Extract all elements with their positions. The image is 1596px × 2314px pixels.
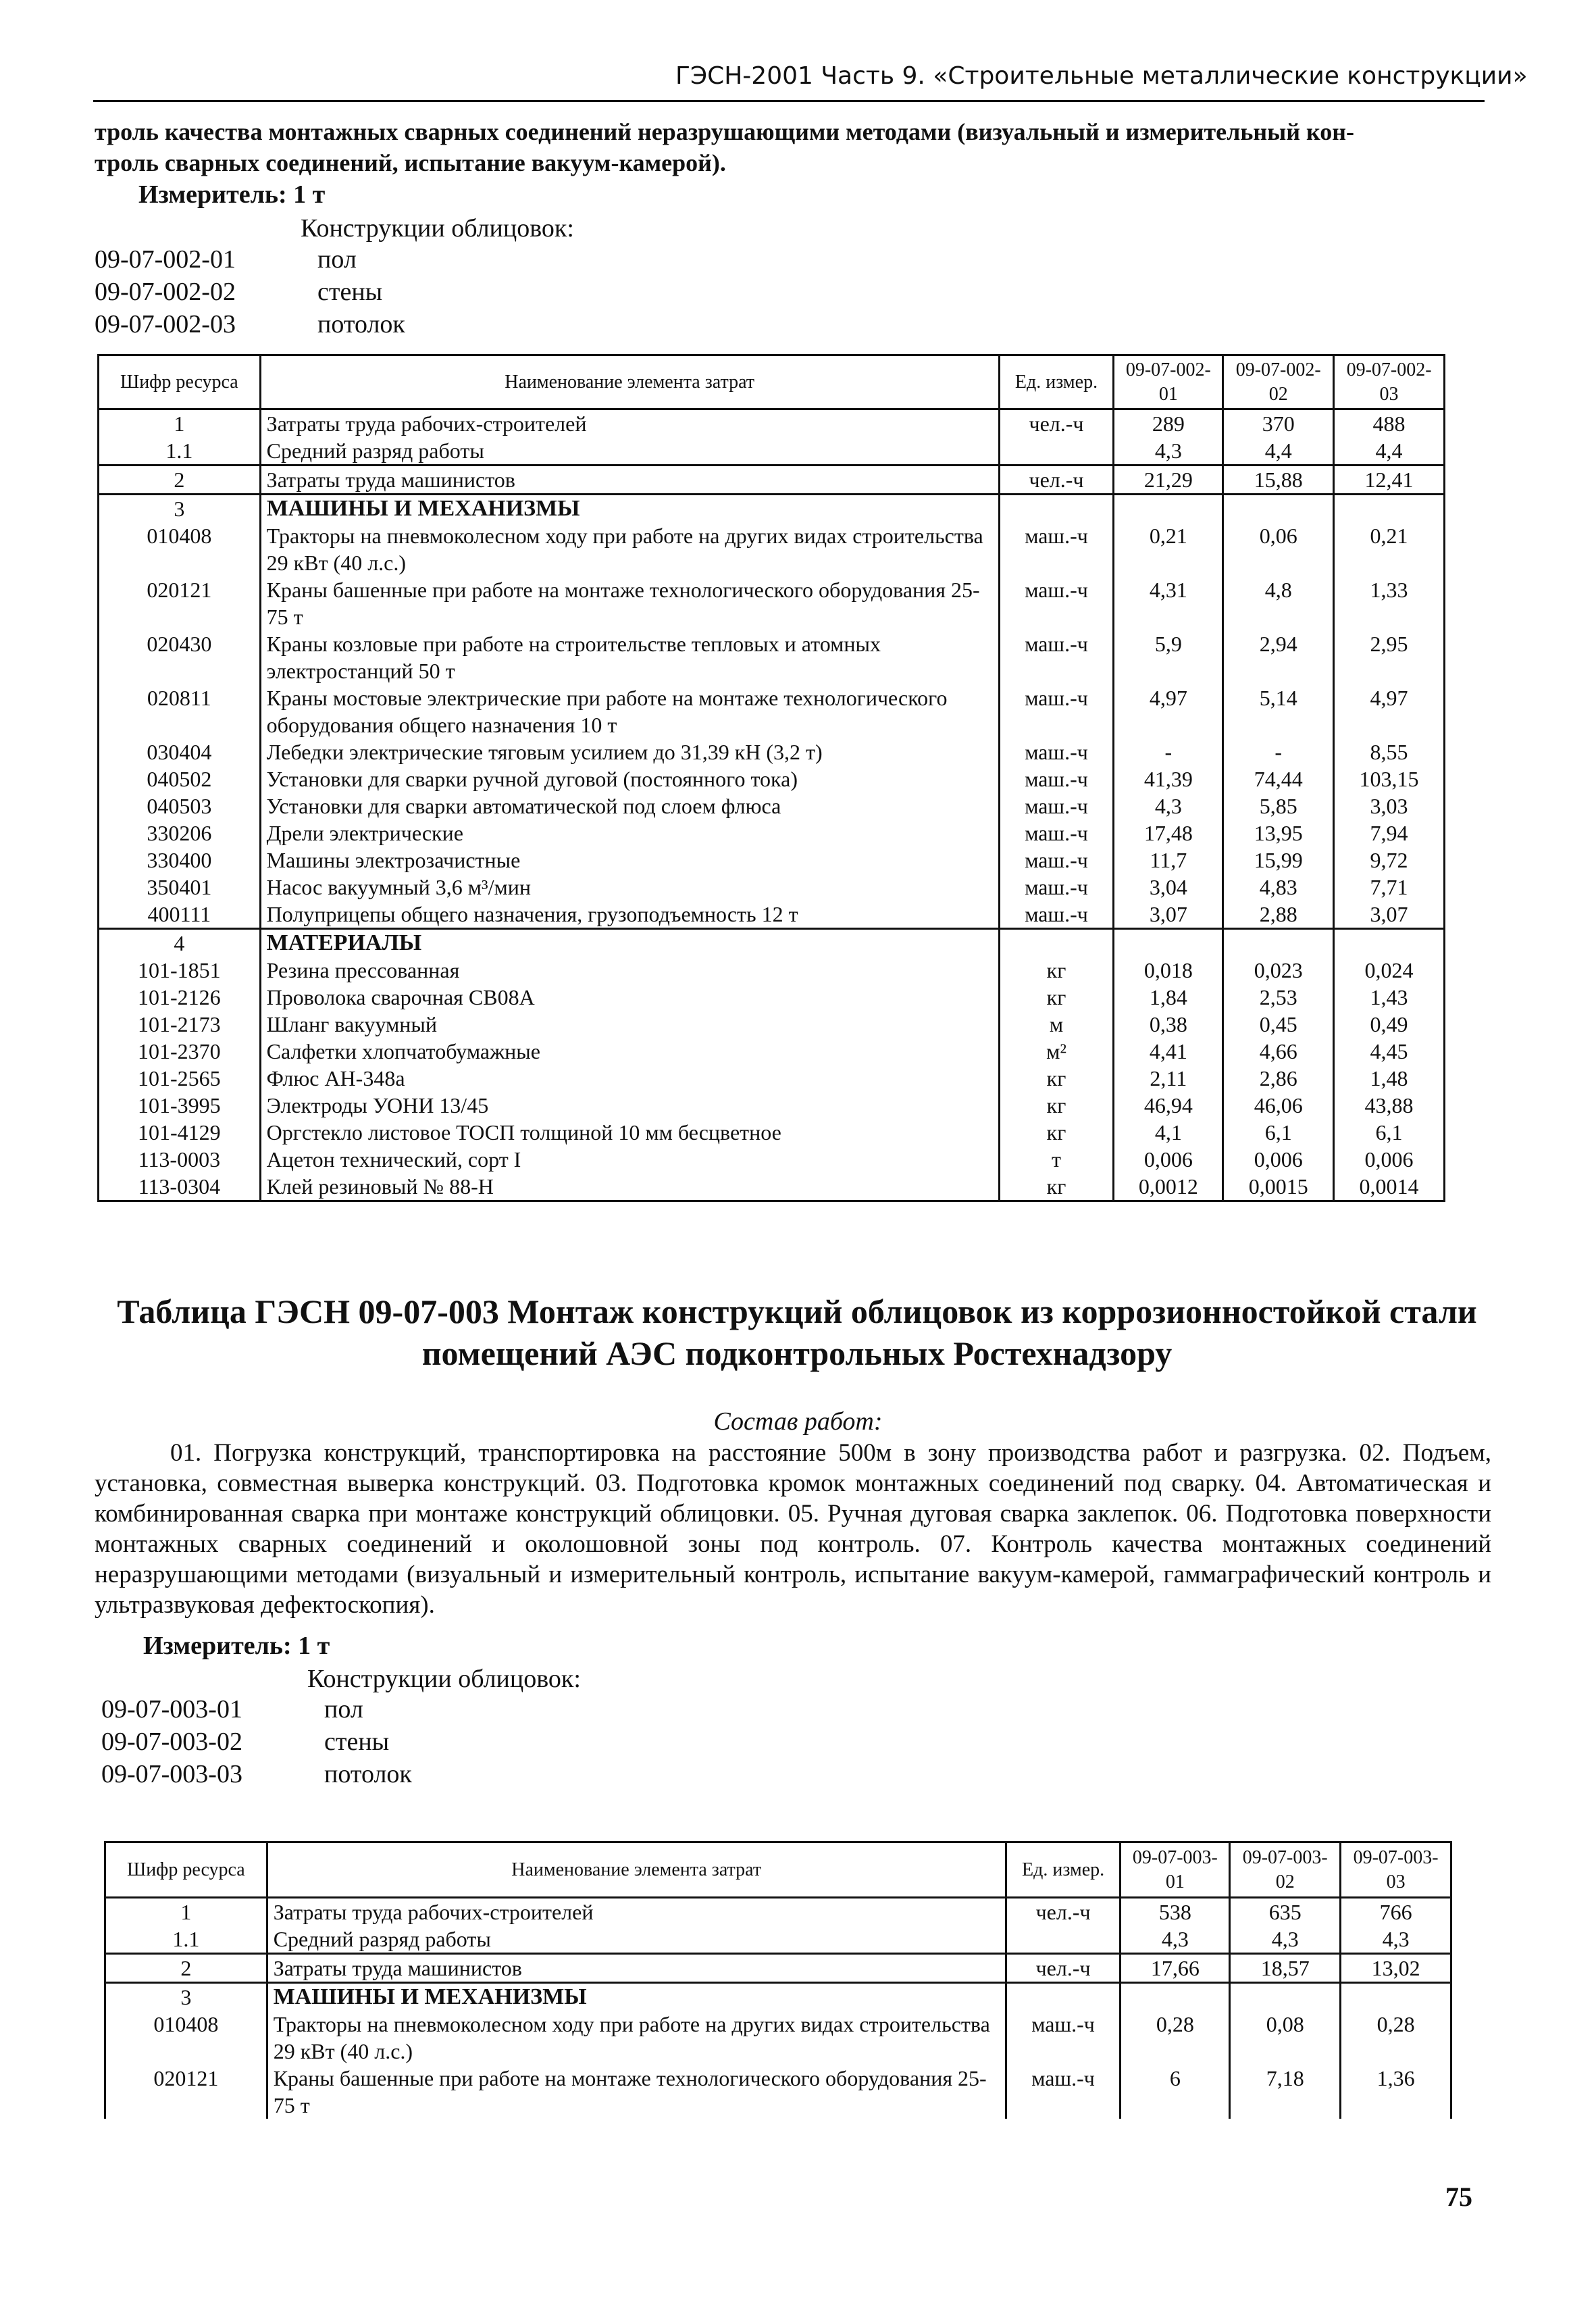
work-code-list-2	[101, 1694, 412, 1792]
value-3: 0,0014	[1334, 1173, 1445, 1201]
value-1: 11,7	[1114, 847, 1223, 874]
value-1: 4,1	[1114, 1119, 1223, 1146]
value-3: 4,45	[1334, 1038, 1445, 1065]
value-3	[1334, 929, 1445, 957]
unit: маш.-ч	[999, 765, 1114, 793]
value-2: 2,53	[1223, 984, 1334, 1011]
resource-code: 3	[105, 1983, 267, 2011]
unit: маш.-ч	[999, 793, 1114, 820]
resource-code: 101-4129	[99, 1119, 261, 1146]
value-1: 538	[1121, 1898, 1230, 1926]
resource-code: 2	[105, 1954, 267, 1983]
resource-name: Затраты труда машинистов	[260, 466, 999, 495]
col-header-unit: Ед. измер.	[999, 355, 1114, 409]
resource-code: 3	[99, 495, 261, 523]
work-code: 09-07-002-02	[95, 278, 236, 306]
value-2: 0,45	[1223, 1011, 1334, 1038]
unit: м²	[999, 1038, 1114, 1065]
table-row	[99, 1173, 1445, 1201]
resource-name: Проволока сварочная СВ08А	[260, 984, 999, 1011]
resource-name: Краны мостовые электрические при работе на монтаже технологического оборудования общего назначения 10 т	[260, 684, 999, 738]
work-name: потолок	[324, 1760, 412, 1788]
resource-name: Ацетон технический, сорт I	[260, 1146, 999, 1173]
table-row	[99, 466, 1445, 495]
work-name: пол	[317, 245, 357, 274]
unit	[1006, 1926, 1121, 1954]
table-row	[99, 630, 1445, 684]
value-1: 0,28	[1121, 2011, 1230, 2065]
value-3: 103,15	[1334, 765, 1445, 793]
value-2: 0,006	[1223, 1146, 1334, 1173]
unit: маш.-ч	[999, 738, 1114, 765]
resource-name: Средний разряд работы	[267, 1926, 1006, 1954]
table-row	[99, 437, 1445, 466]
col-header-v2: 09-07-003-02	[1230, 1842, 1341, 1898]
table-row	[105, 2011, 1451, 2065]
value-3: 1,48	[1334, 1065, 1445, 1092]
intro-line-1: троль качества монтажных сварных соединений неразрушающими методами (визуальный и измерительный кон-	[95, 118, 1354, 145]
work-code: 09-07-002-03	[95, 310, 236, 338]
table-row	[99, 738, 1445, 765]
table-title-line-2: помещений АЭС подконтрольных Ростехнадзору	[421, 1334, 1173, 1372]
table-row	[99, 495, 1445, 523]
table-row	[105, 1926, 1451, 1954]
unit: м	[999, 1011, 1114, 1038]
resource-table-1	[97, 354, 1445, 1202]
value-3: 0,024	[1334, 957, 1445, 984]
work-code: 09-07-003-03	[101, 1760, 242, 1788]
value-1	[1114, 495, 1223, 523]
resource-name: Клей резиновый № 88-Н	[260, 1173, 999, 1201]
unit: кг	[999, 1092, 1114, 1119]
value-3: 3,07	[1334, 901, 1445, 929]
table-row	[99, 984, 1445, 1011]
resource-name: Шланг вакуумный	[260, 1011, 999, 1038]
table-row	[99, 957, 1445, 984]
resource-name: Тракторы на пневмоколесном ходу при работе на других видах строительства 29 кВт (40 л.с.)	[267, 2011, 1006, 2065]
value-3: 1,36	[1341, 2065, 1451, 2119]
value-2: 13,95	[1223, 820, 1334, 847]
resource-code: 101-2126	[99, 984, 261, 1011]
value-2: 2,86	[1223, 1065, 1334, 1092]
table-body-2	[105, 1898, 1451, 2119]
table-row	[99, 1092, 1445, 1119]
unit: чел.-ч	[1006, 1954, 1121, 1983]
table-row	[99, 576, 1445, 630]
unit	[999, 495, 1114, 523]
value-3: 43,88	[1334, 1092, 1445, 1119]
work-name: пол	[324, 1695, 363, 1724]
value-3: 13,02	[1341, 1954, 1451, 1983]
unit: маш.-ч	[1006, 2011, 1121, 2065]
value-1: 0,21	[1114, 522, 1223, 576]
resource-name: Краны башенные при работе на монтаже технологического оборудования 25-75 т	[260, 576, 999, 630]
table-row	[99, 929, 1445, 957]
resource-code: 020121	[105, 2065, 267, 2119]
value-1: 17,48	[1114, 820, 1223, 847]
value-2: 4,4	[1223, 437, 1334, 466]
col-header-v3: 09-07-003-03	[1341, 1842, 1451, 1898]
col-header-v3: 09-07-002-03	[1334, 355, 1445, 409]
value-2: 74,44	[1223, 765, 1334, 793]
intro-line-2: троль сварных соединений, испытание вакуум-камерой).	[95, 149, 726, 176]
resource-name: Установки для сварки автоматической под слоем флюса	[260, 793, 999, 820]
intro-paragraph	[95, 116, 1491, 178]
measure-label-2: Измеритель: 1 т	[143, 1632, 330, 1660]
unit: маш.-ч	[999, 684, 1114, 738]
value-1: 0,018	[1114, 957, 1223, 984]
table-row	[99, 1065, 1445, 1092]
value-1: 0,0012	[1114, 1173, 1223, 1201]
col-header-code: Шифр ресурса	[99, 355, 261, 409]
unit: маш.-ч	[999, 847, 1114, 874]
unit	[1006, 1983, 1121, 2011]
value-1: 4,31	[1114, 576, 1223, 630]
value-2: 4,83	[1223, 874, 1334, 901]
unit	[999, 929, 1114, 957]
resource-code: 4	[99, 929, 261, 957]
work-code: 09-07-002-01	[95, 245, 236, 274]
value-2: 4,3	[1230, 1926, 1341, 1954]
table-row	[99, 874, 1445, 901]
value-3: 4,3	[1341, 1926, 1451, 1954]
composition-label: Состав работ:	[713, 1407, 883, 1436]
value-3: 0,006	[1334, 1146, 1445, 1173]
value-3: 7,71	[1334, 874, 1445, 901]
work-code-list-1	[95, 245, 405, 342]
value-2: 18,57	[1230, 1954, 1341, 1983]
value-1: 4,41	[1114, 1038, 1223, 1065]
composition-text: 01. Погрузка конструкций, транспортировка на расстояние 500м в зону производства работ и разгрузка. 02. Подъем, установка, совместная выверка конструкций. 03. Подготовка кромок монтажных соединений под сварку. 04. Автоматическая и комбинированная сварка при монтаже конструкций облицовки. 05. Ручная дуговая сварка заклепок. 06. Подготовка поверхности монтажных сварных соединений и околошовной зоны под контроль. 07. Контроль качества монтажных соединений неразрушающими методами (визуальный и измерительный контроль, испытание вакуум-камерой, гаммаграфический контроль и ультразвуковая дефектоскопия).	[95, 1439, 1491, 1619]
col-header-v1: 09-07-002-01	[1114, 355, 1223, 409]
col-header-unit: Ед. измер.	[1006, 1842, 1121, 1898]
resource-code: 020811	[99, 684, 261, 738]
value-2	[1223, 495, 1334, 523]
resource-name: Краны козловые при работе на строительстве тепловых и атомных электростанций 50 т	[260, 630, 999, 684]
value-1: 5,9	[1114, 630, 1223, 684]
unit: маш.-ч	[999, 901, 1114, 929]
col-header-v1: 09-07-003-01	[1121, 1842, 1230, 1898]
value-3: 488	[1334, 409, 1445, 438]
table-row	[99, 684, 1445, 738]
resource-code: 2	[99, 466, 261, 495]
value-2: 0,0015	[1223, 1173, 1334, 1201]
resource-code: 1.1	[105, 1926, 267, 1954]
value-1: 0,006	[1114, 1146, 1223, 1173]
unit: чел.-ч	[999, 409, 1114, 438]
value-2: 5,14	[1223, 684, 1334, 738]
resource-code: 020430	[99, 630, 261, 684]
value-1: 4,3	[1114, 793, 1223, 820]
value-1: 41,39	[1114, 765, 1223, 793]
value-2	[1230, 1983, 1341, 2011]
table-row	[99, 1119, 1445, 1146]
value-1: 21,29	[1114, 466, 1223, 495]
value-2: 15,88	[1223, 466, 1334, 495]
unit: кг	[999, 1173, 1114, 1201]
value-1	[1121, 1983, 1230, 2011]
work-code: 09-07-003-01	[101, 1695, 242, 1724]
unit: кг	[999, 1065, 1114, 1092]
table-title	[95, 1290, 1499, 1374]
resource-code: 010408	[99, 522, 261, 576]
value-1: 289	[1114, 409, 1223, 438]
value-1: 46,94	[1114, 1092, 1223, 1119]
resource-name: Затраты труда рабочих-строителей	[267, 1898, 1006, 1926]
resource-code: 030404	[99, 738, 261, 765]
table-row	[99, 1038, 1445, 1065]
col-header-name: Наименование элемента затрат	[267, 1842, 1006, 1898]
resource-code: 010408	[105, 2011, 267, 2065]
value-2: 635	[1230, 1898, 1341, 1926]
value-2: -	[1223, 738, 1334, 765]
resource-name: Оргстекло листовое ТОСП толщиной 10 мм бесцветное	[260, 1119, 999, 1146]
table-row	[99, 522, 1445, 576]
value-2	[1223, 929, 1334, 957]
resource-name: МАШИНЫ И МЕХАНИЗМЫ	[260, 495, 999, 523]
value-3: 0,28	[1341, 2011, 1451, 2065]
resource-name: Тракторы на пневмоколесном ходу при работе на других видах строительства 29 кВт (40 л.с.)	[260, 522, 999, 576]
table-row	[99, 1146, 1445, 1173]
value-2: 46,06	[1223, 1092, 1334, 1119]
value-2: 2,94	[1223, 630, 1334, 684]
value-3: 1,33	[1334, 576, 1445, 630]
value-2: 2,88	[1223, 901, 1334, 929]
resource-name: МАТЕРИАЛЫ	[260, 929, 999, 957]
resource-code: 113-0003	[99, 1146, 261, 1173]
resource-code: 330206	[99, 820, 261, 847]
value-1: 2,11	[1114, 1065, 1223, 1092]
value-3: 3,03	[1334, 793, 1445, 820]
value-1: 17,66	[1121, 1954, 1230, 1983]
value-1: 6	[1121, 2065, 1230, 2119]
value-3: 8,55	[1334, 738, 1445, 765]
unit: маш.-ч	[999, 522, 1114, 576]
value-3: 0,49	[1334, 1011, 1445, 1038]
value-2: 0,08	[1230, 2011, 1341, 2065]
table-row	[105, 1898, 1451, 1926]
resource-name: Салфетки хлопчатобумажные	[260, 1038, 999, 1065]
table-row	[99, 765, 1445, 793]
resource-code: 113-0304	[99, 1173, 261, 1201]
resource-code: 020121	[99, 576, 261, 630]
resource-code: 101-2370	[99, 1038, 261, 1065]
col-header-name: Наименование элемента затрат	[260, 355, 999, 409]
table-row	[99, 847, 1445, 874]
resource-code: 350401	[99, 874, 261, 901]
resource-name: Полуприцепы общего назначения, грузоподъемность 12 т	[260, 901, 999, 929]
value-1: 4,3	[1114, 437, 1223, 466]
value-2: 5,85	[1223, 793, 1334, 820]
resource-name: Дрели электрические	[260, 820, 999, 847]
unit: маш.-ч	[1006, 2065, 1121, 2119]
resource-name: Лебедки электрические тяговым усилием до 31,39 кН (3,2 т)	[260, 738, 999, 765]
value-3: 6,1	[1334, 1119, 1445, 1146]
resource-code: 101-3995	[99, 1092, 261, 1119]
unit: маш.-ч	[999, 820, 1114, 847]
resource-name: Насос вакуумный 3,6 м³/мин	[260, 874, 999, 901]
resource-name: Установки для сварки ручной дуговой (постоянного тока)	[260, 765, 999, 793]
resource-code: 330400	[99, 847, 261, 874]
resource-name: Затраты труда машинистов	[267, 1954, 1006, 1983]
value-2: 6,1	[1223, 1119, 1334, 1146]
unit: маш.-ч	[999, 576, 1114, 630]
value-3	[1341, 1983, 1451, 2011]
value-1: 1,84	[1114, 984, 1223, 1011]
table-row	[99, 820, 1445, 847]
constructions-subtitle-1: Конструкции облицовок:	[301, 214, 574, 243]
resource-table-2	[104, 1841, 1452, 2119]
resource-code: 400111	[99, 901, 261, 929]
unit: чел.-ч	[1006, 1898, 1121, 1926]
value-2: 370	[1223, 409, 1334, 438]
unit: кг	[999, 1119, 1114, 1146]
value-2: 7,18	[1230, 2065, 1341, 2119]
resource-code: 1.1	[99, 437, 261, 466]
unit: кг	[999, 957, 1114, 984]
header-divider	[93, 100, 1485, 102]
value-3: 766	[1341, 1898, 1451, 1926]
table-row	[99, 901, 1445, 929]
value-3: 0,21	[1334, 522, 1445, 576]
measure-label-1: Измеритель: 1 т	[138, 180, 326, 209]
value-1	[1114, 929, 1223, 957]
work-name: стены	[324, 1728, 390, 1756]
col-header-code: Шифр ресурса	[105, 1842, 267, 1898]
value-1: 3,07	[1114, 901, 1223, 929]
table-body-1	[99, 409, 1445, 1201]
resource-code: 101-1851	[99, 957, 261, 984]
work-code: 09-07-003-02	[101, 1728, 242, 1756]
value-2: 4,66	[1223, 1038, 1334, 1065]
work-name: стены	[317, 278, 383, 306]
table-row	[105, 1983, 1451, 2011]
table-row	[99, 1011, 1445, 1038]
resource-name: МАШИНЫ И МЕХАНИЗМЫ	[267, 1983, 1006, 2011]
unit: маш.-ч	[999, 630, 1114, 684]
unit: т	[999, 1146, 1114, 1173]
work-name: потолок	[317, 310, 405, 338]
resource-name: Машины электрозачистные	[260, 847, 999, 874]
value-3: 4,4	[1334, 437, 1445, 466]
value-3: 12,41	[1334, 466, 1445, 495]
resource-name: Затраты труда рабочих-строителей	[260, 409, 999, 438]
value-2: 4,8	[1223, 576, 1334, 630]
resource-code: 040503	[99, 793, 261, 820]
running-header: ГЭСН-2001 Часть 9. «Строительные металлические конструкции»	[675, 62, 1528, 90]
resource-name: Флюс АН-348а	[260, 1065, 999, 1092]
resource-code: 1	[99, 409, 261, 438]
value-1: 3,04	[1114, 874, 1223, 901]
value-3: 2,95	[1334, 630, 1445, 684]
resource-code: 040502	[99, 765, 261, 793]
value-2: 0,023	[1223, 957, 1334, 984]
resource-name: Резина прессованная	[260, 957, 999, 984]
value-2: 15,99	[1223, 847, 1334, 874]
constructions-subtitle-2: Конструкции облицовок:	[307, 1665, 581, 1693]
table-row	[99, 793, 1445, 820]
value-3: 1,43	[1334, 984, 1445, 1011]
table-row	[105, 1954, 1451, 1983]
value-3: 7,94	[1334, 820, 1445, 847]
table-row	[99, 409, 1445, 438]
unit: кг	[999, 984, 1114, 1011]
value-1: 0,38	[1114, 1011, 1223, 1038]
resource-name: Средний разряд работы	[260, 437, 999, 466]
table-title-line-1: Таблица ГЭСН 09-07-003 Монтаж конструкций облицовок из коррозионностойкой стали	[117, 1292, 1477, 1330]
value-3	[1334, 495, 1445, 523]
page-number: 75	[1445, 2182, 1472, 2212]
resource-code: 101-2173	[99, 1011, 261, 1038]
unit: маш.-ч	[999, 874, 1114, 901]
value-1: 4,3	[1121, 1926, 1230, 1954]
value-1: -	[1114, 738, 1223, 765]
resource-code: 1	[105, 1898, 267, 1926]
col-header-v2: 09-07-002-02	[1223, 355, 1334, 409]
resource-name: Краны башенные при работе на монтаже технологического оборудования 25-75 т	[267, 2065, 1006, 2119]
table-row	[105, 2065, 1451, 2119]
value-3: 4,97	[1334, 684, 1445, 738]
resource-name: Электроды УОНИ 13/45	[260, 1092, 999, 1119]
value-1: 4,97	[1114, 684, 1223, 738]
unit: чел.-ч	[999, 466, 1114, 495]
value-3: 9,72	[1334, 847, 1445, 874]
value-2: 0,06	[1223, 522, 1334, 576]
unit	[999, 437, 1114, 466]
resource-code: 101-2565	[99, 1065, 261, 1092]
